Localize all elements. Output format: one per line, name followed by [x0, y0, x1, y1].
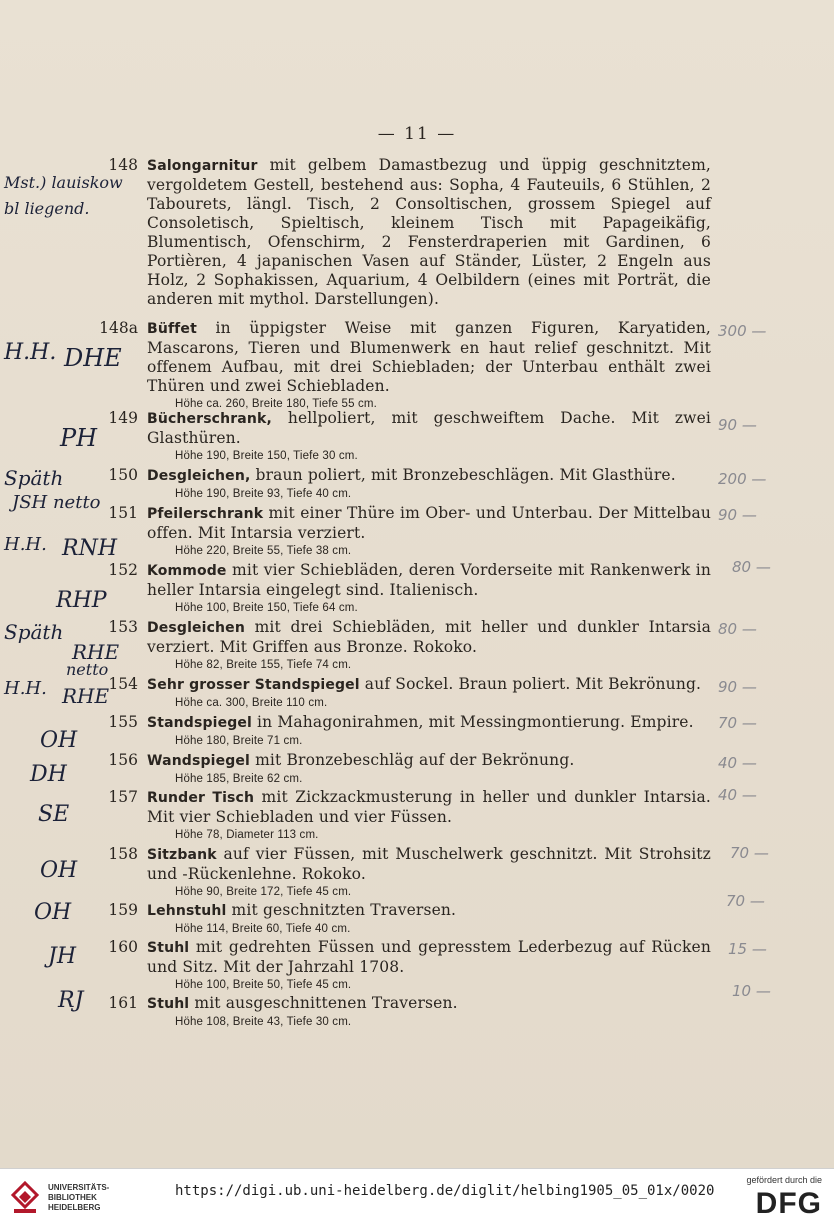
handwritten-note: Späth	[4, 466, 64, 490]
entry-dimensions: Höhe 78, Diameter 113 cm.	[175, 829, 319, 841]
entry-text	[147, 938, 711, 994]
entry-dimensions: Höhe 90, Breite 172, Tiefe 45 cm.	[175, 886, 352, 898]
entry-dimensions: Höhe 100, Breite 50, Tiefe 45 cm.	[175, 979, 352, 991]
entry-dimensions: Höhe 185, Breite 62 cm.	[175, 773, 303, 785]
entry-number: 148a	[99, 319, 138, 337]
entry-title: Lehnstuhl	[147, 903, 227, 919]
entry-number: 161	[108, 994, 138, 1012]
entry-body: mit Zickzackmusterung in heller und dunkler Intarsia. Mit vier Schiebladen und vier Füssen.	[147, 788, 711, 826]
handwritten-note: H.H.	[4, 340, 57, 365]
handwritten-price: 90 —	[718, 506, 757, 524]
entry-number: 160	[108, 938, 138, 956]
entry-title: Stuhl	[147, 940, 190, 956]
entry-number: 150	[108, 466, 138, 484]
entry-dimensions: Höhe ca. 300, Breite 110 cm.	[175, 697, 328, 709]
handwritten-note: JH	[48, 944, 77, 969]
entry-text	[147, 751, 711, 788]
handwritten-price: 40 —	[718, 754, 757, 772]
dfg-logo: DFG	[755, 1187, 822, 1220]
entry-body: mit ausgeschnittenen Traversen.	[189, 994, 458, 1012]
entry-title: Sitzbank	[147, 847, 217, 863]
entry-number: 149	[108, 409, 138, 427]
entry-body: braun poliert, mit Bronzebeschlägen. Mit Glasthüre.	[250, 466, 676, 484]
entry-body: mit drei Schiebläden, mit heller und dunkler Intarsia verziert. Mit Griffen aus Bronze. Rokoko.	[147, 618, 711, 656]
handwritten-note: DH	[30, 762, 67, 787]
entry-number: 155	[108, 713, 138, 731]
handwritten-price: 200 —	[718, 470, 767, 488]
entry-number: 151	[108, 504, 138, 522]
entry-number: 153	[108, 618, 138, 636]
handwritten-note: RHE	[62, 684, 110, 708]
permalink-url[interactable]: https://digi.ub.uni-heidelberg.de/diglit/helbing1905_05_01x/0020	[175, 1183, 715, 1199]
handwritten-note: PH	[60, 424, 98, 452]
entry-dimensions: Höhe 220, Breite 55, Tiefe 38 cm.	[175, 545, 352, 557]
handwritten-price: 40 —	[718, 786, 757, 804]
entry-title: Stuhl	[147, 996, 190, 1012]
handwritten-note: RHP	[56, 588, 107, 613]
entry-dimensions: Höhe 114, Breite 60, Tiefe 40 cm.	[175, 923, 351, 935]
entry-body: mit gedrehten Füssen und gepresstem Lederbezug auf Rücken und Sitz. Mit der Jahrzahl 1708.	[147, 938, 711, 976]
handwritten-price: 90 —	[718, 678, 757, 696]
entry-text	[147, 618, 711, 674]
handwritten-price: 10 —	[732, 982, 771, 1000]
entry-body: mit geschnitzten Traversen.	[226, 901, 457, 919]
handwritten-price: 90 —	[718, 416, 757, 434]
handwritten-price: 70 —	[730, 844, 769, 862]
entry-body: in üppigster Weise mit ganzen Figuren, Karyatiden, Mascarons, Tieren und Blumenwerk en haut relief geschnitzt. Mit offenem Aufbau, mit drei Schiebladen; der Unterbau enthält zwei Thüren und zwei Schiebladen.	[147, 319, 711, 395]
entry-body: in Mahagonirahmen, mit Messingmontierung. Empire.	[251, 713, 694, 731]
library-seal-icon	[10, 1181, 40, 1217]
entry-body: auf Sockel. Braun poliert. Mit Bekrönung.	[359, 675, 702, 693]
handwritten-note: Späth	[4, 620, 64, 644]
library-name: UNIVERSITÄTS- BIBLIOTHEK HEIDELBERG	[48, 1183, 110, 1212]
entry-title: Kommode	[147, 563, 227, 579]
entry-number: 158	[108, 845, 138, 863]
viewer-footer	[0, 1168, 834, 1228]
entry-body: hellpoliert, mit geschweiftem Dache. Mit zwei Glasthüren.	[147, 409, 711, 447]
handwritten-note: RJ	[58, 988, 84, 1013]
entry-body: mit vier Schiebläden, deren Vorderseite mit Rankenwerk in heller Intarsia eingelegt sind. Italienisch.	[147, 561, 711, 599]
entry-dimensions: Höhe 108, Breite 43, Tiefe 30 cm.	[175, 1016, 352, 1028]
entry-body: mit Bronzebeschläg auf der Bekrönung.	[250, 751, 575, 769]
entry-text	[147, 319, 711, 413]
handwritten-note: OH	[34, 900, 72, 925]
entry-text	[147, 845, 711, 901]
entry-text	[147, 901, 711, 938]
handwritten-note: JSH netto	[12, 492, 101, 513]
entry-dimensions: Höhe 190, Breite 150, Tiefe 30 cm.	[175, 450, 358, 462]
entry-body: mit einer Thüre im Ober- und Unterbau. Der Mittelbau offen. Mit Intarsia verziert.	[147, 504, 711, 542]
entry-number: 157	[108, 788, 138, 806]
entry-number: 154	[108, 675, 138, 693]
entry-title: Büffet	[147, 321, 197, 337]
entry-title: Sehr grosser Standspiegel	[147, 677, 360, 693]
handwritten-note: OH	[40, 858, 78, 883]
entry-text	[147, 409, 711, 465]
page-number: — 11 —	[377, 124, 457, 144]
handwritten-note: OH	[40, 728, 78, 753]
entry-title: Desgleichen,	[147, 468, 251, 484]
handwritten-price: 70 —	[718, 714, 757, 732]
handwritten-note: netto	[66, 660, 109, 679]
entry-dimensions: Höhe 190, Breite 93, Tiefe 40 cm.	[175, 488, 352, 500]
handwritten-note: Mst.) lauiskow bl liegend.	[4, 173, 123, 218]
entry-number: 148	[108, 156, 138, 174]
entry-text	[147, 713, 711, 750]
entry-number: 156	[108, 751, 138, 769]
entry-title: Pfeilerschrank	[147, 506, 264, 522]
entry-title: Desgleichen	[147, 620, 245, 636]
entry-text	[147, 466, 711, 503]
handwritten-price: 15 —	[728, 940, 767, 958]
entry-text	[147, 675, 711, 712]
handwritten-note: DHE	[64, 344, 122, 372]
entry-text	[147, 994, 711, 1031]
handwritten-price: 300 —	[718, 322, 767, 340]
handwritten-note: RHE	[72, 640, 120, 664]
entry-text	[147, 156, 711, 309]
entry-dimensions: Höhe ca. 260, Breite 180, Tiefe 55 cm.	[175, 398, 377, 410]
entry-number: 159	[108, 901, 138, 919]
dfg-caption: gefördert durch die	[746, 1175, 822, 1185]
entry-text	[147, 788, 711, 844]
entry-title: Wandspiegel	[147, 753, 250, 769]
entry-text	[147, 561, 711, 617]
entry-title: Bücherschrank,	[147, 411, 272, 427]
handwritten-price: 70 —	[726, 892, 765, 910]
entry-title: Salongarnitur	[147, 158, 258, 174]
entry-body: auf vier Füssen, mit Muschelwerk geschnitzt. Mit Strohsitz und -Rückenlehne. Rokoko.	[147, 845, 711, 883]
handwritten-note: H.H.	[4, 678, 47, 699]
handwritten-note: H.H.	[4, 534, 47, 555]
entry-title: Runder Tisch	[147, 790, 255, 806]
entry-dimensions: Höhe 82, Breite 155, Tiefe 74 cm.	[175, 659, 352, 671]
entry-body: mit gelbem Damastbezug und üppig geschnitztem, vergoldetem Gestell, bestehend aus: Sopha, 4 Fauteuils, 6 Stühlen, 2 Tabourets, längl. Tisch, 2 Consoltischen, grossem Spiegel auf Consoletisch, Spieltisch, kleinem Tisch mit Papageikäfig, Blumentisch, Ofenschirm, 2 Fensterdraperien mit Gardinen, 6 Portièren, 4 japanischen Vasen auf Ständer, Lüster, 2 Engeln aus Holz, 2 Sophakissen, Aquarium, 4 Oelbildern (eines mit Porträt, die anderen mit mythol. Darstellungen).	[147, 156, 711, 308]
university-library-logo	[10, 1179, 160, 1219]
entry-title: Standspiegel	[147, 715, 252, 731]
handwritten-note: RNH	[62, 536, 117, 561]
entry-dimensions: Höhe 100, Breite 150, Tiefe 64 cm.	[175, 602, 358, 614]
handwritten-price: 80 —	[718, 620, 757, 638]
entry-dimensions: Höhe 180, Breite 71 cm.	[175, 735, 303, 747]
handwritten-price: 80 —	[732, 558, 771, 576]
entry-text	[147, 504, 711, 560]
entry-number: 152	[108, 561, 138, 579]
handwritten-note: SE	[38, 802, 70, 827]
